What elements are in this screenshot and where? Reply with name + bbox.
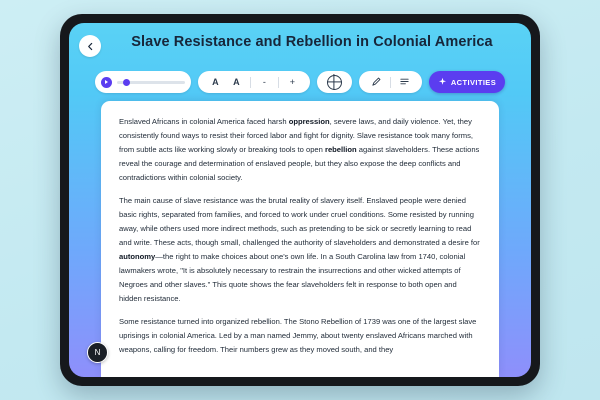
text-run: Some resistance turned into organized rebellion. The Stono Rebellion of 1739 was one of the largest slave uprisings in colonial America. Led by a man named Jemmy, about twenty enslaved Africans marched with weapons, calling for freedom. Their numbers grew as they moved south, and they <box>119 317 477 354</box>
globe-icon <box>327 75 342 90</box>
play-icon[interactable] <box>101 77 112 88</box>
back-button[interactable] <box>79 35 101 57</box>
text-run: , severe laws, and daily violence. Yet, they consistently found ways to resist their forced labor and fight for dignity. Slave resistance took many forms, from subtle acts like working slowly or breaking tools to open <box>119 117 473 154</box>
document-paragraph <box>119 115 481 185</box>
tablet-screen <box>69 23 531 377</box>
emphasized-term: autonomy <box>119 252 156 261</box>
activities-label: ACTIVITIES <box>450 77 497 87</box>
translate-button[interactable] <box>324 73 345 91</box>
audio-progress-knob[interactable] <box>123 79 130 86</box>
audio-progress-slider[interactable] <box>117 81 185 84</box>
emphasized-term: oppression <box>288 117 330 126</box>
toolbar-divider <box>390 77 391 88</box>
text-size-large-button[interactable]: A <box>212 77 219 87</box>
translate-group <box>317 71 352 93</box>
text-size-decrease-button[interactable]: - <box>262 77 266 87</box>
text-run: The main cause of slave resistance was the brutal reality of slavery itself. Enslaved people were denied basic rights, separated from families, and forced to work under cruel conditions. Some resisted by running away, while others used more indirect methods, such as pretending to be sick or secretly learning to read and write. These acts, though small, challenged the authority of slaveholders and demonstrated a desire for <box>119 196 480 247</box>
text-run: Enslaved Africans in colonial America faced harsh <box>119 117 289 126</box>
document-paragraph <box>119 315 481 357</box>
activities-button[interactable] <box>429 71 505 93</box>
audio-player-group <box>95 71 191 93</box>
annotation-group <box>359 71 422 93</box>
reader-toolbar <box>69 69 531 95</box>
document-body <box>119 115 481 357</box>
document-paragraph <box>119 194 481 306</box>
text-size-increase-button[interactable]: + <box>289 77 295 87</box>
toolbar-divider <box>250 77 251 88</box>
highlight-button[interactable] <box>366 73 387 91</box>
chevron-left-icon <box>86 42 95 51</box>
text-run: against slaveholders. These actions reveal the courage and determination of enslaved people, but they also expose the deep conflicts and contradictions within colonial society. <box>119 145 480 182</box>
notes-button[interactable] <box>394 73 415 91</box>
list-icon <box>399 76 410 89</box>
text-size-group <box>198 71 310 93</box>
pen-icon <box>371 76 382 89</box>
emphasized-term: rebellion <box>324 145 357 154</box>
sparkle-icon <box>438 77 447 88</box>
avatar[interactable]: N <box>87 342 108 363</box>
text-size-small-button[interactable]: A <box>233 77 240 87</box>
text-run: —the right to make choices about one's own life. In a South Carolina law from 1740, colonial lawmakers wrote, "It is absolutely necessary to restrain the insurrections and other wicked attempts of Negroes and other slaves." This quote shows the fear slaveholders felt in response to both open and hidden resistance. <box>119 252 466 303</box>
document-page[interactable] <box>101 101 499 377</box>
tablet-device-frame <box>60 14 540 386</box>
toolbar-divider <box>278 77 279 88</box>
app-header <box>69 23 531 67</box>
page-title: Slave Resistance and Rebellion in Colonial America <box>131 34 493 50</box>
